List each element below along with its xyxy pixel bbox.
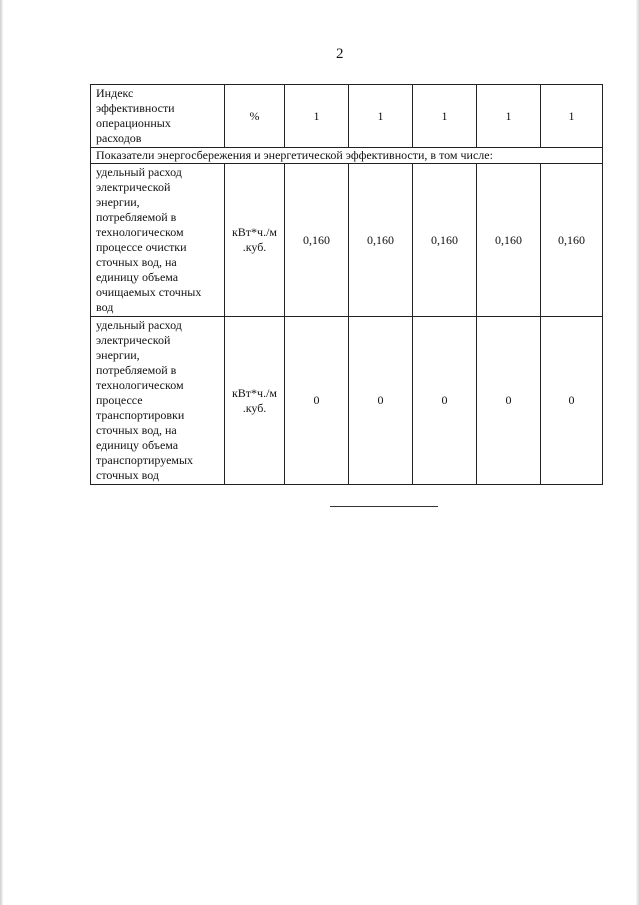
value-cell: 0,160 bbox=[541, 164, 603, 317]
indicator-unit: кВт*ч./м .куб. bbox=[225, 317, 285, 485]
value-cell: 0,160 bbox=[477, 164, 541, 317]
scan-edge-left bbox=[0, 0, 3, 905]
indicator-unit: кВт*ч./м .куб. bbox=[225, 164, 285, 317]
value-cell: 1 bbox=[285, 85, 349, 148]
footer-rule bbox=[330, 506, 438, 507]
indicators-table bbox=[90, 84, 603, 485]
section-header-row bbox=[91, 148, 603, 164]
table-row bbox=[91, 164, 603, 317]
table-row bbox=[91, 85, 603, 148]
value-cell: 0,160 bbox=[285, 164, 349, 317]
value-cell: 0,160 bbox=[349, 164, 413, 317]
value-cell: 0,160 bbox=[413, 164, 477, 317]
scan-edge-right bbox=[636, 0, 640, 905]
value-cell: 1 bbox=[541, 85, 603, 148]
indicator-name: удельный расход электрической энергии, потребляемой в технологическом процессе очистки сточных вод, на единицу объема очищаемых сточных вод bbox=[91, 164, 225, 317]
indicator-name: Индекс эффективности операционных расходов bbox=[91, 85, 225, 148]
value-cell: 0 bbox=[285, 317, 349, 485]
value-cell: 0 bbox=[477, 317, 541, 485]
indicator-unit: % bbox=[225, 85, 285, 148]
value-cell: 1 bbox=[349, 85, 413, 148]
value-cell: 0 bbox=[349, 317, 413, 485]
value-cell: 0 bbox=[413, 317, 477, 485]
value-cell: 1 bbox=[477, 85, 541, 148]
page-number: 2 bbox=[336, 46, 344, 62]
indicator-name: удельный расход электрической энергии, потребляемой в технологическом процессе транспортировки сточных вод, на единицу объема транспортируемых сточных вод bbox=[91, 317, 225, 485]
section-header: Показатели энергосбережения и энергетической эффективности, в том числе: bbox=[91, 148, 603, 164]
table-row bbox=[91, 317, 603, 485]
value-cell: 1 bbox=[413, 85, 477, 148]
value-cell: 0 bbox=[541, 317, 603, 485]
